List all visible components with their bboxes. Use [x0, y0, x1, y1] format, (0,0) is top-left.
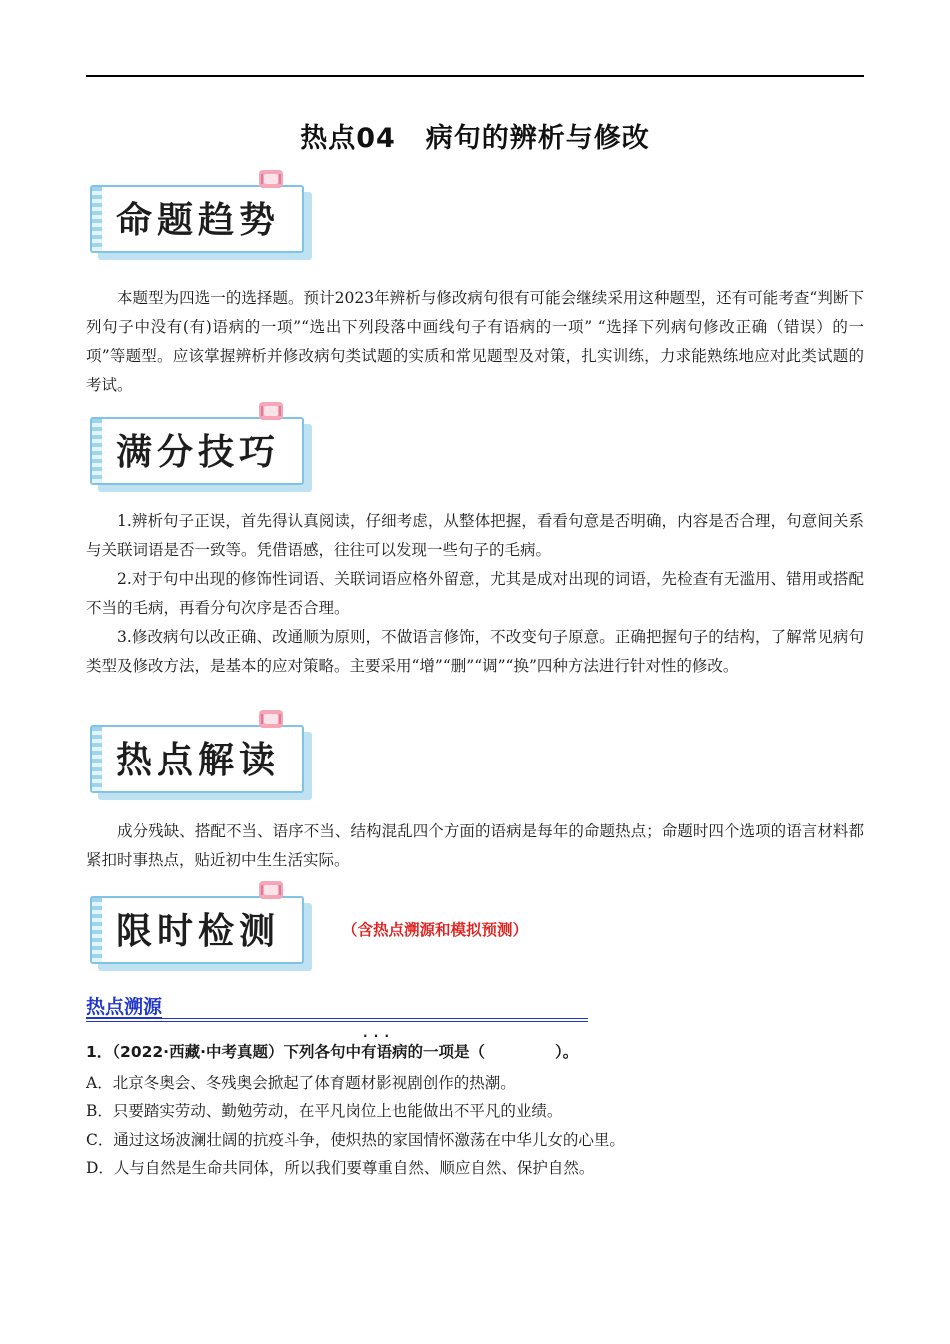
banner-stripe [92, 898, 102, 962]
page-title: 热点04 病句的辨析与修改 [300, 123, 650, 154]
option-b: B．只要踏实劳动、勤勉劳动，在平凡岗位上也能做出不平凡的业绩。 [86, 1102, 563, 1120]
banner-stripe [92, 187, 102, 251]
banner-stripe [92, 419, 102, 483]
option-c: C．通过这场波澜壮阔的抗疫斗争，使炽热的家国情怀激荡在中华儿女的心里。 [86, 1131, 625, 1149]
section-note: （含热点溯源和模拟预测） [342, 921, 529, 939]
banner-stripe [92, 727, 102, 791]
divider [86, 1018, 588, 1019]
question-stem: 1．（2022·西藏·中考真题）下列各句中· · · 有语病的一项是（ ）。 [86, 1040, 578, 1062]
emphasis-text: · · · 有语病 [361, 1043, 408, 1061]
section-heading: 命题趋势 [116, 200, 281, 241]
paragraph: 成分残缺、搭配不当、语序不当、结构混乱四个方面的语病是每年的命题热点；命题时四个选项的语言材料都紧扣时事热点，贴近初中生生活实际。 [86, 822, 864, 869]
paper-clip-icon [256, 400, 286, 426]
option-d: D．人与自然是生命共同体，所以我们要尊重自然、顺应自然、保护自然。 [86, 1159, 595, 1177]
header-rule [86, 75, 864, 77]
section-heading: 满分技巧 [116, 432, 281, 473]
paragraph: 3.修改病句以改正确、改通顺为原则，不做语言修饰，不改变句子原意。正确把握句子的结构，了解常见病句类型及修改方法，是基本的应对策略。主要采用“增”“删”“调”“换”四种方法进行针对性的修改。 [86, 628, 864, 675]
section-banner-trend [88, 182, 313, 262]
section-heading: 限时检测 [116, 911, 281, 952]
paper-clip-icon [256, 708, 286, 734]
paragraph: 2.对于句中出现的修饰性词语、关联词语应格外留意，尤其是成对出现的词语，先检查有无滥用、错用或搭配不当的毛病，再看分句次序是否合理。 [86, 570, 864, 617]
section-banner-tips [88, 414, 313, 494]
option-a: A．北京冬奥会、冬残奥会掀起了体育题材影视剧创作的热潮。 [86, 1074, 516, 1092]
paper-clip-icon [256, 168, 286, 194]
section-banner-test [88, 893, 313, 973]
source-heading: 热点溯源 [86, 996, 163, 1018]
divider [86, 1021, 588, 1022]
paragraph: 本题型为四选一的选择题。预计2023年辨析与修改病句很有可能会继续采用这种题型，还有可能考查“判断下列句子中没有(有)语病的一项”“选出下列段落中画线句子有语病的一项” “选择下列病句修改正确（错误）的一项”等题型。应该掌握辨析并修改病句类试题的实质和常见题型及对策，扎实训练，力求能熟练地应对此类试题的考试。 [86, 289, 864, 394]
section-banner-reading [88, 722, 313, 802]
section-heading: 热点解读 [116, 740, 281, 781]
paper-clip-icon [256, 879, 286, 905]
paragraph: 1.辨析句子正误，首先得认真阅读，仔细考虑，从整体把握，看看句意是否明确，内容是否合理，句意间关系与关联词语是否一致等。凭借语感，往往可以发现一些句子的毛病。 [86, 512, 864, 559]
